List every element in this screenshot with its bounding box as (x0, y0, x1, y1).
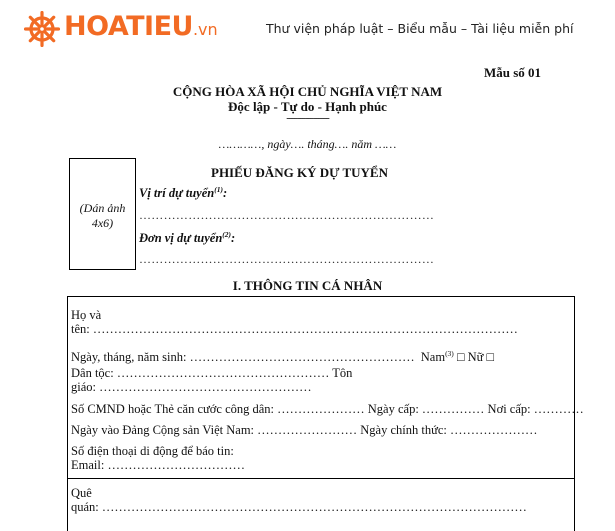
unit-label-text: Đơn vị dự tuyển (139, 231, 223, 246)
ship-wheel-icon (24, 11, 60, 47)
hometown-row-1: Quê (71, 486, 92, 500)
row-divider (68, 478, 574, 479)
position-field[interactable]: ……………………………………………………………… (139, 208, 435, 222)
position-label-text: Vị trí dự tuyển (139, 186, 215, 201)
section-title-personal-info: I. THÔNG TIN CÁ NHÂN (232, 278, 383, 293)
motto-underline: ---------------- (286, 112, 329, 124)
photo-instruction-line1: (Dán ảnh (79, 201, 126, 215)
site-header (0, 0, 615, 60)
logo-suffix-text: .vn (192, 20, 218, 39)
id-card-row[interactable]: Số CMND hoặc Thẻ căn cước công dân: ………………… Ngày cấp: …………… Nơi cấp: ………… (71, 402, 584, 416)
phone-row[interactable]: Số điện thoại di động để báo tin: (71, 444, 234, 458)
dob-gender-row (71, 347, 494, 364)
gender-options[interactable]: □ Nữ □ (453, 350, 495, 365)
logo-wordmark (64, 9, 218, 48)
photo-instruction-line2: 4x6) (91, 216, 114, 230)
position-label (139, 185, 227, 201)
position-footnote: (1) (214, 185, 223, 194)
ethnic-religion-row[interactable]: Dân tộc: …………………………………………… Tôn (71, 366, 353, 380)
photo-placeholder (69, 158, 136, 270)
religion-field[interactable]: giáo: …………………………………………… (71, 380, 312, 394)
dob-field[interactable]: Ngày, tháng, năm sinh: ……………………………………………… (71, 350, 415, 365)
hometown-field[interactable]: quán: ………………………………………………………………………………………… (71, 500, 527, 514)
unit-colon: : (231, 231, 236, 246)
unit-footnote: (2) (222, 230, 232, 239)
position-colon: : (222, 186, 228, 201)
national-motto: Độc lập - Tự do - Hạnh phúc (228, 99, 387, 114)
place-date-line: …………, ngày…. tháng…. năm …… (218, 137, 397, 151)
site-tagline: Thư viện pháp luật – Biểu mẫu – Tài liệu miễn phí (266, 21, 574, 36)
email-field[interactable] (71, 459, 245, 472)
unit-label (139, 230, 235, 246)
form-title: PHIẾU ĐĂNG KÝ DỰ TUYỂN (211, 165, 388, 180)
form-number: Mẫu số 01 (483, 65, 541, 80)
email-row[interactable]: Email: …………………………… (71, 458, 245, 472)
gender-footnote: (3) (445, 349, 454, 358)
name-row-1: Họ và (71, 308, 102, 322)
personal-info-table (67, 296, 584, 531)
unit-field[interactable]: ……………………………………………………………… (139, 252, 435, 266)
photo-instruction (70, 201, 135, 231)
party-membership-row[interactable]: Ngày vào Đảng Cộng sản Việt Nam: …………………… Ngày chính thức: ………………… (71, 423, 538, 437)
national-name: CỘNG HÒA XÃ HỘI CHỦ NGHĨA VIỆT NAM (172, 84, 443, 99)
name-field[interactable]: tên: ………………………………………………………………………………………… (71, 322, 518, 336)
gender-male-label: Nam (420, 350, 446, 365)
logo-main-text: HOATIEU (64, 11, 193, 42)
hoatieu-logo[interactable] (24, 9, 218, 48)
